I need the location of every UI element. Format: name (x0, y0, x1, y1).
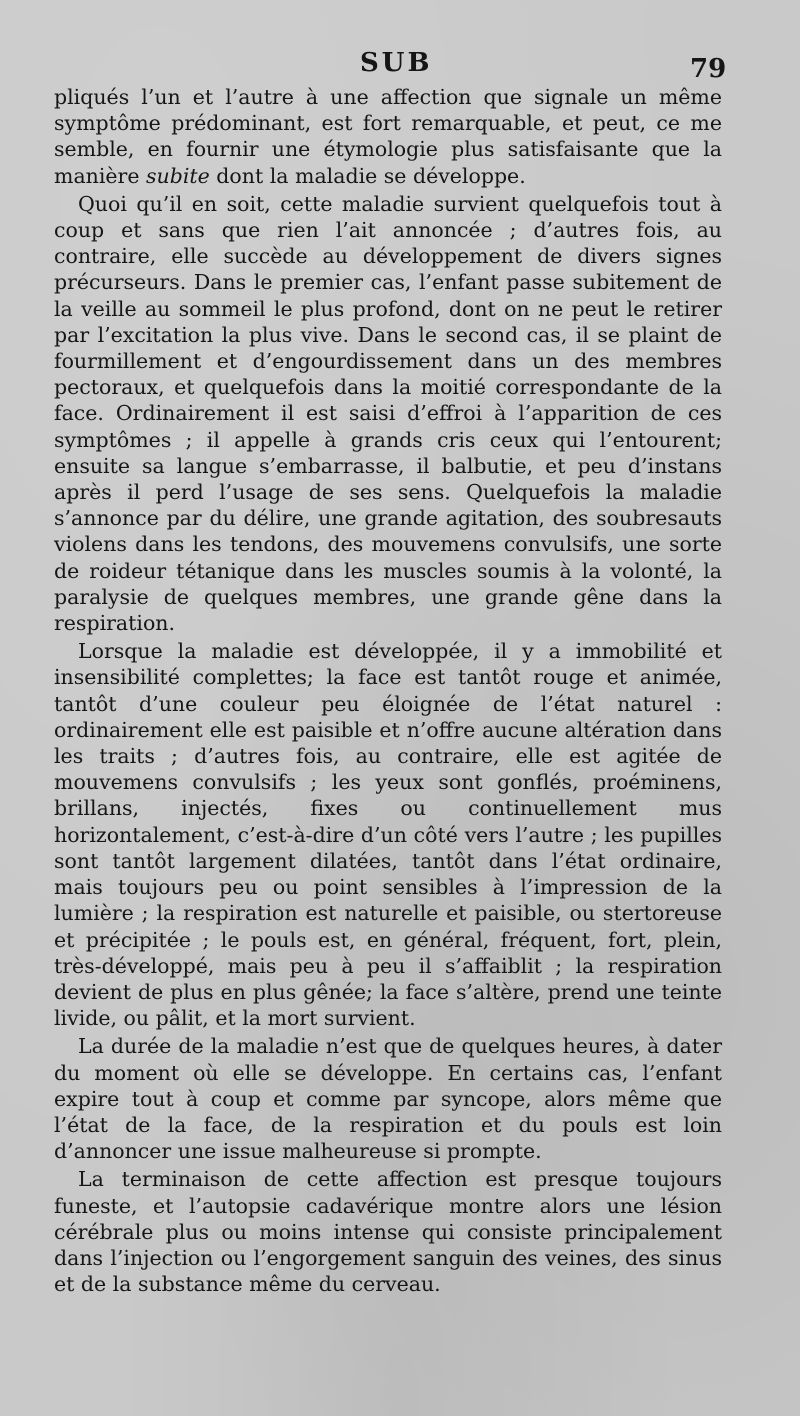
page-number: 79 (690, 54, 727, 84)
emphasis-subite: subite (146, 163, 210, 188)
paragraph-1: pliqués l’un et l’autre à une affection que signale un même symptôme prédominant, est fort remarquable, et peut, ce me semble, en fournir une étymologie plus satisfaisante que la manière subite dont la maladie se développe. (54, 85, 722, 188)
paragraph-4: La durée de la maladie n’est que de quelques heures, à dater du moment où elle se développe. En certains cas, l’enfant expire tout à coup et comme par syncope, alors même que l’état de la face, de la respiration et du pouls est loin d’annoncer une issue malheureuse si prompte. (54, 1034, 722, 1164)
running-head-title: SUB (360, 48, 433, 78)
body-text (54, 84, 722, 1297)
running-head (0, 48, 800, 88)
paragraph-5: La terminaison de cette affection est presque toujours funeste, et l’autopsie cadavérique montre alors une lésion cérébrale plus ou moins intense qui consiste principalement dans l’injection ou l’engorgement sanguin des veines, des sinus et de la substance même du cerveau. (54, 1167, 722, 1297)
paragraph-3: Lorsque la maladie est développée, il y a immobilité et insensibilité complettes; la face est tantôt rouge et animée, tantôt d’une couleur peu éloignée de l’état naturel : ordinairement elle est paisible et n’offre aucune altération dans les traits ; d’autres fois, au contraire, elle est agitée de mouvemens convulsifs ; les yeux sont gonflés, proéminens, brillans, injectés, fixes ou continuellement mus horizontalement, c’est-à-dire d’un côté vers l’autre ; les pupilles sont tantôt largement dilatées, tantôt dans l’état ordinaire, mais toujours peu ou point sensibles à l’impression de la lumière ; la respiration est naturelle et paisible, ou stertoreuse et précipitée ; le pouls est, en général, fréquent, fort, plein, très-développé, mais peu à peu il s’affaiblit ; la respiration devient de plus en plus gênée; la face s’altère, prend une teinte livide, ou pâlit, et la mort survient. (54, 639, 722, 1031)
paragraph-2: Quoi qu’il en soit, cette maladie survient quelquefois tout à coup et sans que rien l’ait annoncée ; d’autres fois, au contraire, elle succède au développement de divers signes précurseurs. Dans le premier cas, l’enfant passe subitement de la veille au sommeil le plus profond, dont on ne peut le retirer par l’excitation la plus vive. Dans le second cas, il se plaint de fourmillement et d’engourdissement dans un des membres pectoraux, et quelquefois dans la moitié correspondante de la face. Ordinairement il est saisi d’effroi à l’apparition de ces symptômes ; il appelle à grands cris ceux qui l’entourent; ensuite sa langue s’embarrasse, il balbutie, et peu d’instans après il perd l’usage de ses sens. Quelquefois la maladie s’annonce par du délire, une grande agitation, des soubresauts violens dans les tendons, des mouvemens convulsifs, une sorte de roideur tétanique dans les muscles soumis à la volonté, la paralysie de quelques membres, une grande gêne dans la respiration. (54, 191, 722, 636)
